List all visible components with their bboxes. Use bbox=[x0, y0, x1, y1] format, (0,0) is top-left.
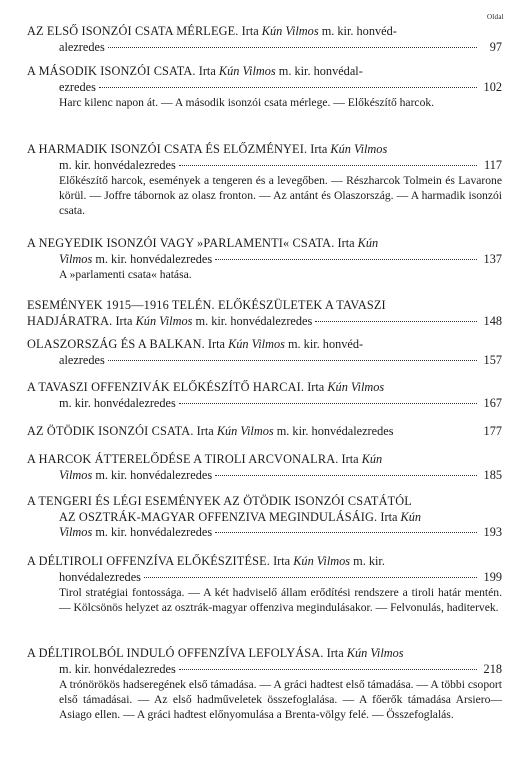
page-number: 185 bbox=[483, 467, 502, 482]
entry-title: A DÉLTIROLI OFFENZÍVA ELŐKÉSZITÉSE. bbox=[27, 554, 270, 568]
entry-description: A »parlamenti csata« hatása. bbox=[59, 268, 192, 281]
toc-entry: AZ ELSŐ ISONZÓI CSATA MÉRLEGE. Irta Kún Vilmos m. kir. honvéd- alezredes 97 bbox=[27, 24, 502, 54]
dot-leader bbox=[108, 47, 477, 48]
entry-description: Harc kilenc napon át. — A második isonzói csata mérlege. — Előkészítő harcok. bbox=[59, 96, 435, 109]
entry-title: ESEMÉNYEK 1915—1916 TELÉN. ELŐKÉSZÜLETEK A TAVASZI bbox=[27, 298, 386, 312]
page-number: 193 bbox=[483, 525, 502, 539]
entry-author: Kún Vilmos bbox=[346, 646, 404, 660]
entry-author: Kún bbox=[361, 452, 383, 466]
page-number: 177 bbox=[483, 424, 502, 438]
entry-description: Előkészítő harcok, események a tengeren és a levegőben. — Részharcok Tolmein és Lavarone körül. — Joffre tábornok az olasz fronton. — Az antánt és Olaszország. — A harmadik isonzói csata. bbox=[59, 174, 502, 218]
page-number: 167 bbox=[483, 395, 502, 410]
toc-entry: OLASZORSZÁG ÉS A BALKAN. Irta Kún Vilmos m. kir. honvéd- alezredes 157 bbox=[27, 337, 502, 367]
entry-author: Kún Vilmos bbox=[330, 142, 388, 156]
dot-leader bbox=[215, 259, 477, 260]
page-number: 157 bbox=[483, 352, 502, 367]
entry-title: A TENGERI ÉS LÉGI ESEMÉNYEK AZ ÖTÖDIK ISONZÓI CSATÁTÓL bbox=[27, 494, 412, 508]
toc-entry: AZ ÖTÖDIK ISONZÓI CSATA. Irta Kún Vilmos m. kir. honvédalezredes 177 bbox=[27, 424, 502, 438]
entry-author: Kún Vilmos bbox=[135, 313, 193, 328]
page-number: 137 bbox=[483, 251, 502, 266]
dot-leader bbox=[215, 532, 477, 533]
dot-leader bbox=[179, 403, 477, 404]
entry-author: Kún Vilmos bbox=[216, 424, 274, 438]
entry-title: A NEGYEDIK ISONZÓI VAGY »PARLAMENTI« CSATA. bbox=[27, 236, 335, 250]
dot-leader bbox=[108, 360, 477, 361]
toc-entry: A NEGYEDIK ISONZÓI VAGY »PARLAMENTI« CSATA. Irta Kún Vilmos m. kir. honvédalezredes 137 A »parlamenti csata« hatása. bbox=[27, 236, 502, 281]
dot-leader bbox=[215, 475, 477, 476]
page-number: 117 bbox=[484, 157, 502, 172]
dot-leader bbox=[315, 321, 477, 322]
entry-title: OLASZORSZÁG ÉS A BALKAN. bbox=[27, 337, 205, 351]
dot-leader bbox=[99, 87, 477, 88]
dot-leader bbox=[179, 165, 477, 166]
entry-author: Kún bbox=[357, 236, 379, 250]
entry-author: Kún Vilmos bbox=[293, 554, 351, 568]
entry-author: Kún Vilmos bbox=[218, 64, 276, 78]
toc-entry: A HARMADIK ISONZÓI CSATA ÉS ELŐZMÉNYEI. Irta Kún Vilmos m. kir. honvédalezredes 117 Előkészítő harcok, események a tengeren és a levegőben. — Részharcok Tolmein és Lavarone körül. — Joffre tábornok az olasz fronton. — Az antánt és Olaszország. — A harmadik isonzói csata. bbox=[27, 142, 502, 218]
dot-leader bbox=[144, 577, 477, 578]
entry-title: A TAVASZI OFFENZIVÁK ELŐKÉSZÍTŐ HARCAI. bbox=[27, 380, 305, 394]
entry-title: AZ ÖTÖDIK ISONZÓI CSATA. bbox=[27, 424, 194, 438]
entry-title: A HARMADIK ISONZÓI CSATA ÉS ELŐZMÉNYEI. bbox=[27, 142, 308, 156]
entry-author: Kún Vilmos bbox=[261, 24, 319, 38]
entry-author: Kún bbox=[400, 509, 422, 524]
page-number: 199 bbox=[483, 569, 502, 584]
page-column-label: Oldal bbox=[486, 13, 504, 21]
toc-entry: A MÁSODIK ISONZÓI CSATA. Irta Kún Vilmos m. kir. honvédal- ezredes 102 Harc kilenc napon át. — A második isonzói csata mérlege. — Előkészítő harcok. bbox=[27, 64, 502, 109]
entry-author: Kún Vilmos bbox=[228, 337, 285, 351]
page-number: 102 bbox=[483, 79, 502, 94]
toc-entry: A DÉLTIROLI OFFENZÍVA ELŐKÉSZITÉSE. Irta Kún Vilmos m. kir. honvédalezredes 199 Tirol stratégiai fontossága. — A két hadviselő állam erődítési rendszere a tiroli határ mentén. — Kölcsönös helyzet az osztrák-magyar offenziva megindulásakor. — Felvonulás, haditervek. bbox=[27, 554, 502, 615]
entry-title: A DÉLTIROLBÓL INDULÓ OFFENZÍVA LEFOLYÁSA. bbox=[27, 646, 324, 660]
dot-leader bbox=[179, 669, 477, 670]
entry-author: Kún Vilmos bbox=[327, 380, 385, 394]
entry-description: A trónörökös hadseregének első támadása. — A gráci hadtest első támadása. — A többi csoport első támadásai. — Az első hadműveletek összefoglalása. — A főerők támadása Arsiero—Asiago ellen. — A gráci hadtest előnyomulása a Brenta-völgy felé. — Összefoglalás. bbox=[59, 678, 502, 722]
entry-title: AZ ELSŐ ISONZÓI CSATA MÉRLEGE. bbox=[27, 24, 239, 38]
page-number: 218 bbox=[483, 661, 502, 676]
toc-entry: A TAVASZI OFFENZIVÁK ELŐKÉSZÍTŐ HARCAI. Irta Kún Vilmos m. kir. honvédalezredes 167 bbox=[27, 380, 502, 410]
toc-entry: A DÉLTIROLBÓL INDULÓ OFFENZÍVA LEFOLYÁSA. Irta Kún Vilmos m. kir. honvédalezredes 218 A trónörökös hadseregének első támadása. — A gráci hadtest első támadása. — A többi csoport első támadásai. — Az első hadműveletek összefoglalása. — A főerők támadása Arsiero—Asiago ellen. — A gráci hadtest előnyomulása a Brenta-völgy felé. — Összefoglalás. bbox=[27, 646, 502, 722]
entry-title: A HARCOK ÁTTERELŐDÉSE A TIROLI ARCVONALRA. bbox=[27, 452, 339, 466]
page-number: 148 bbox=[483, 313, 502, 328]
entry-description: Tirol stratégiai fontossága. — A két hadviselő állam erődítési rendszere a tiroli határ mentén. — Kölcsönös helyzet az osztrák-magyar offenziva megindulásakor. — Felvonulás, haditervek. bbox=[59, 586, 502, 615]
entry-title: A MÁSODIK ISONZÓI CSATA. bbox=[27, 64, 196, 78]
toc-entry: A HARCOK ÁTTERELŐDÉSE A TIROLI ARCVONALRA. Irta Kún Vilmos m. kir. honvédalezredes 185 bbox=[27, 452, 502, 482]
toc-entry: A TENGERI ÉS LÉGI ESEMÉNYEK AZ ÖTÖDIK ISONZÓI CSATÁTÓL AZ OSZTRÁK-MAGYAR OFFENZIVA MEGINDULÁSÁIG. Irta Kún Vilmos m. kir. honvédalezredes 193 bbox=[27, 494, 502, 539]
page-number: 97 bbox=[489, 39, 502, 54]
toc-entry: ESEMÉNYEK 1915—1916 TELÉN. ELŐKÉSZÜLETEK A TAVASZI HADJÁRATRA. Irta Kún Vilmos m. kir. honvédalezredes 148 bbox=[27, 298, 502, 328]
